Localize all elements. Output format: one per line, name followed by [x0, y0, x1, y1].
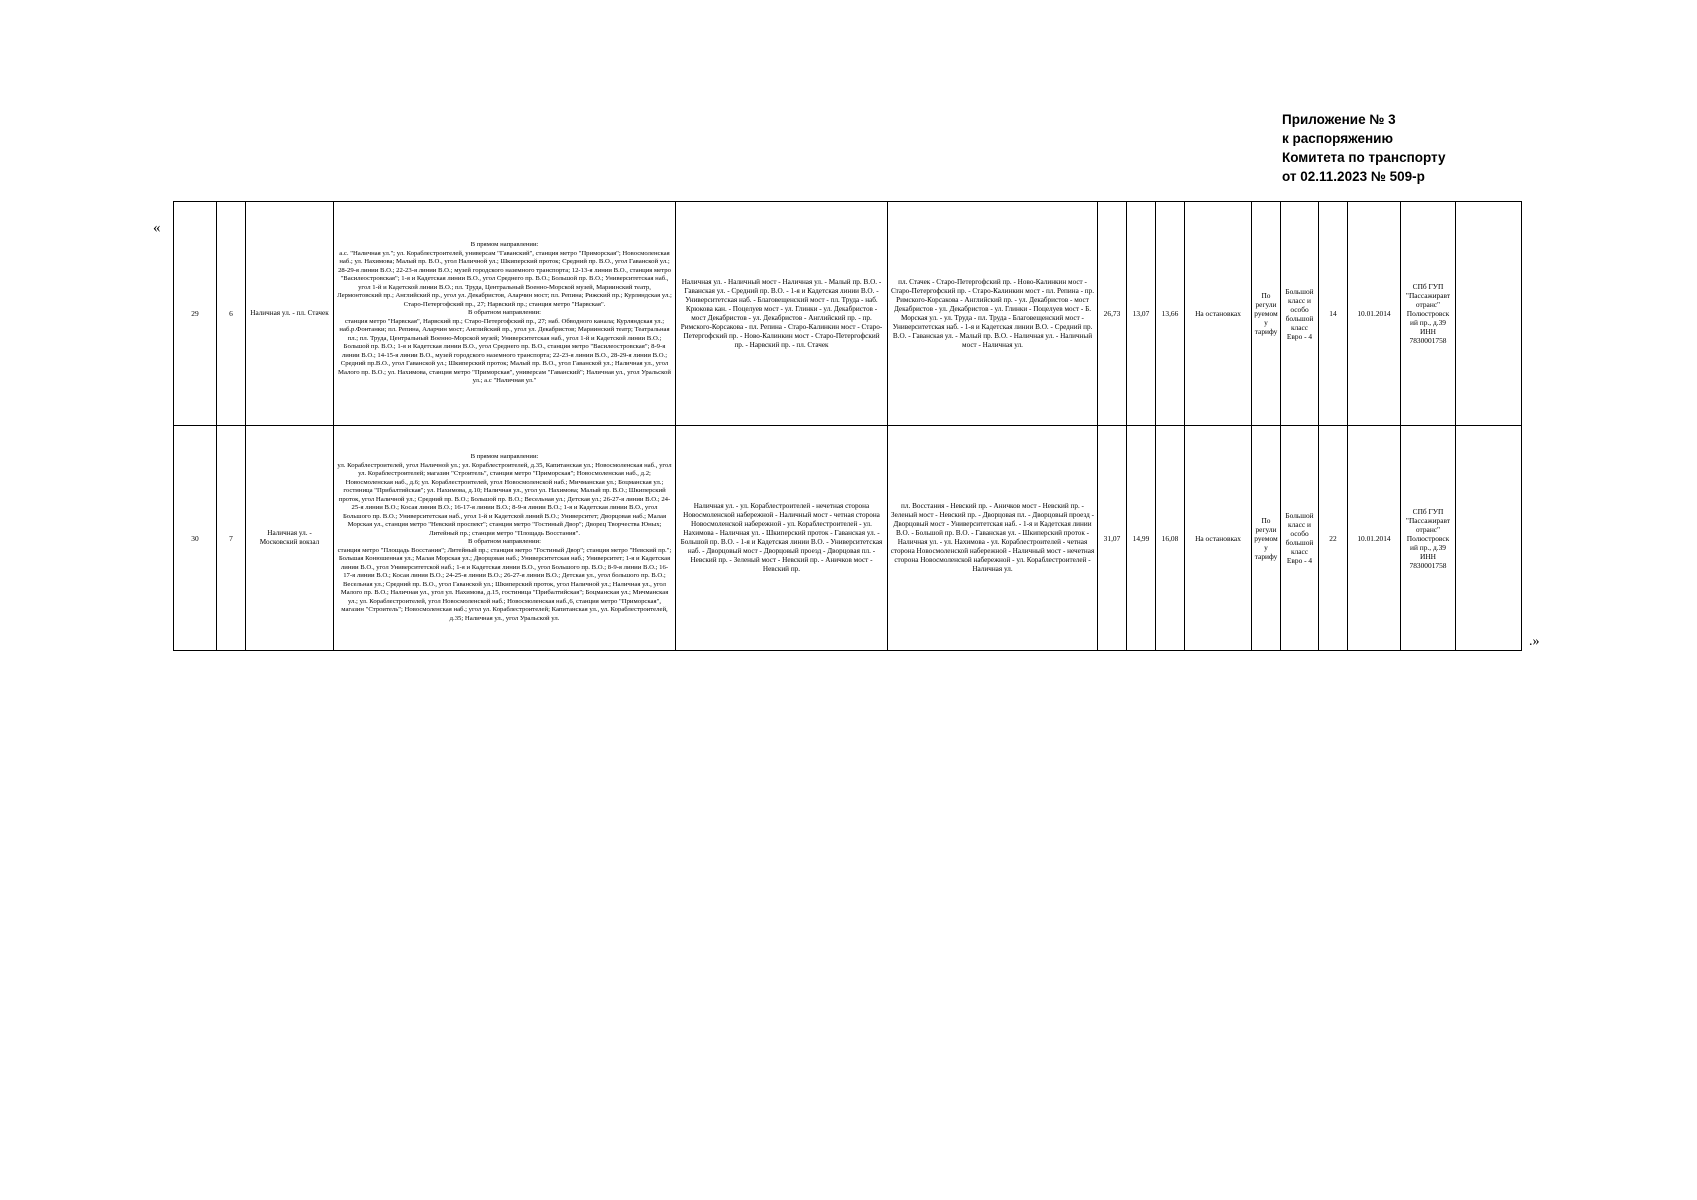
stops-procedure: На остановках	[1185, 426, 1252, 651]
carrier-info: СПб ГУП "Пассажиравт отранс" Полюстровск ий пр., д.39 ИНН 7830001758	[1401, 202, 1456, 426]
forward-stops: а.с. "Наличная ул."; ул. Кораблестроителей, универсам "Гаванский", станция метро "Приморская"; Новосмоленская наб.; ул. Нахимова; Малый пр. В.О., угол Наличной ул.; Шкиперский проток; Средний пр. В.О., угол Гаванской ул.; 28-29-я линии В.О.; 22-23-я линии В.О.; музей городского наземного транспорта; 12-13-я линии В.О., станция метро "Василеостровская"; 1-я и Кадетская линии В.О., угол Среднего пр. В.О.; Большой пр. В.О.; Университетская наб., угол 1-й и Кадетской линии В.О.; пл. Труда, Центральный Военно-Морской музей, Мариинский театр, Лермонтовский пр.; Английский пр., угол ул. Декабристов, Аларчин мост; пл. Репина; Рижский пр.; Курляндская ул.; Старо-Петергофский пр., 27; Нарвский пр.; станция метро "Нарвская".	[337, 249, 672, 308]
header-line-committee: Комитета по транспорту	[1282, 150, 1446, 165]
streets-forward: Наличная ул. - ул. Кораблестроителей - нечетная сторона Новосмоленской набережной - Наличный мост - четная сторона Новосмоленской набережной - ул. Кораблестроителей - ул. Нахимова - Наличная ул. - Шкиперский проток - Гаванская ул. - Большой пр. В.О. - 1-я и Кадетская линии В.О. - Университетская наб. - Дворцовый мост - Дворцовый проезд - Дворцовая пл. - Невский пр. - Зеленый мост - Невский пр. - Аничков мост - Невский пр.	[676, 426, 888, 651]
length-forward: 13,07	[1127, 202, 1156, 426]
appendix-header	[1282, 110, 1582, 186]
route-number: 7	[217, 426, 246, 651]
opening-quote: «	[153, 220, 161, 236]
start-date: 10.01.2014	[1348, 202, 1401, 426]
tariff-type: По регули руемому тарифу	[1252, 426, 1281, 651]
streets-forward: Наличная ул. - Наличный мост - Наличная ул. - Малый пр. В.О. - Гаванская ул. - Средний пр. В.О. - 1-я и Кадетская линии В.О. - Университетская наб. - Благовещенский мост - пл. Труда - наб. Крюкова кан. - Поцелуев мост - ул. Глинки - ул. Декабристов - мост Декабристов - ул. Декабристов - Английский пр. - пр. Римского-Корсакова - пл. Репина - Старо-Калинкин мост - Старо-Петергофский пр. - Ново-Калинкин мост - Старо-Петергофский пр. - Нарвский пр. - пл. Стачек	[676, 202, 888, 426]
route-number: 6	[217, 202, 246, 426]
length-total: 26,73	[1098, 202, 1127, 426]
streets-back: пл. Восстания - Невский пр. - Аничков мост - Невский пр. - Зеленый мост - Невский пр. - Дворцовая пл. - Дворцовый проезд - Дворцовый мост - Университетская наб. - 1-я и Кадетская линии В.О. - Большой пр. В.О. - Гаванская ул. - Шкиперский проток - Наличная ул. - ул. Нахимова - ул. Кораблестроителей - четная сторона Новосмоленской набережной - Наличный мост - нечетная сторона Новосмоленской набережной - ул. Кораблестроителей - Наличная ул.	[888, 426, 1098, 651]
row-number: 29	[174, 202, 217, 426]
back-stops: станция метро "Нарвская", Нарвский пр.; Старо-Петергофский пр., 27; наб. Обводного канала; Курляндская ул.; наб.р.Фонтанки; пл. Репина, Аларчин мост; Английский пр., угол ул. Декабристов; Мариинский театр; Театральная пл.; пл. Труда, Центральный Военно-Морской музей; Университетская наб., угол 1-й и Кадетской линии В.О.; Большой пр. В.О.; 1-я и Кадетская линии В.О., угол Среднего пр. В.О., станция метро "Василеостровская"; 8-9-я линии В.О.; 14-15-я линии В.О., музей городского наземного транспорта; 22-23-я линии В.О., 28-29-я линии В.О.; Средний пр.В.О., угол Гаванской ул.; Шкиперский проток; Малый пр. В.О., угол Гаванской ул.; Наличная ул., угол Малого пр. В.О.; ул. Нахимова, станция метро "Приморская", универсам "Гаванский"; Наличная ул., угол Уральской ул.; а.с "Наличная ул."	[338, 317, 671, 385]
closing-quote: .»	[1529, 634, 1540, 649]
row-number: 30	[174, 426, 217, 651]
length-back: 16,08	[1156, 426, 1185, 651]
forward-direction-title: В прямом направлении:	[470, 241, 539, 249]
vehicle-class: Большой класс и особо большой класс Евро - 4	[1281, 202, 1319, 426]
back-direction-title: В обратном направлении:	[468, 309, 541, 317]
vehicle-count: 14	[1319, 202, 1348, 426]
back-stops: станция метро "Площадь Восстания"; Литейный пр.; станция метро "Гостиный Двор"; станция метро "Невский пр."; Большая Конюшенная ул.; Малая Морская ул.; Дворцовая наб.; Университетская наб.; Университет; 1-я и Кадетская линии В.О., угол Университетской наб.; 1-я и Кадетская линии В.О., угол Большого пр. В.О.; 8-9-я линии В.О.; 16-17-я линии В.О.; Косая линия В.О.; 24-25-я линии В.О.; 26-27-я линии В.О.; Детская ул., угол большого пр. В.О.; Весельная ул.; Средний пр. В.О., угол Гаванской ул.; Шкиперский проток, угол Наличной ул.; Наличная ул., угол Малого пр. В.О.; Наличная ул., угол ул. Нахимова, д.15, гостиница "Прибалтийская"; Боцманская ул.; Мичманская ул.; ул. Кораблестроителей, угол Новосмоленской наб.; Новосмоленская наб.,6, станция метро "Приморская", магазин "Строитель"; Новосмоленская наб.; угол ул. Кораблестроителей; Капитанская ул., ул. Кораблестроителей, д.35; Наличная ул., угол Уральской ул.	[337, 546, 672, 622]
back-direction-title: В обратном направлении:	[468, 538, 541, 545]
empty-cell	[1456, 426, 1522, 651]
length-total: 31,07	[1098, 426, 1127, 651]
header-line-date: от 02.11.2023 № 509-р	[1282, 169, 1425, 184]
tariff-type: По регули руемому тарифу	[1252, 202, 1281, 426]
stops-procedure: На остановках	[1185, 202, 1252, 426]
route-name: Наличная ул. - пл. Стачек	[246, 202, 334, 426]
length-forward: 14,99	[1127, 426, 1156, 651]
vehicle-count: 22	[1319, 426, 1348, 651]
carrier-info: СПб ГУП "Пассажиравт отранс" Полюстровск ий пр., д.39 ИНН 7830001758	[1401, 426, 1456, 651]
header-line-order: к распоряжению	[1282, 131, 1393, 146]
forward-direction-title: В прямом направлении:	[470, 453, 539, 460]
vehicle-class: Большой класс и особо большой класс Евро - 4	[1281, 426, 1319, 651]
routes-register-table	[173, 201, 1522, 651]
empty-cell	[1456, 202, 1522, 426]
streets-back: пл. Стачек - Старо-Петергофский пр. - Ново-Калинкин мост - Старо-Петергофский пр. - Старо-Калинкин мост - пл. Репина - пр. Римского-Корсакова - Английский пр. - ул. Декабристов - мост Декабристов - ул. Декабристов - ул. Глинки - Поцелуев мост - Б. Морская ул. - ул. Труда - пл. Труда - Благовещенский мост - Университетская наб. - 1-я и Кадетская линии В.О. - Средний пр. В.О. - Гаванская ул. - Малый пр. В.О. - Наличная ул. - Наличный мост - Наличная ул.	[888, 202, 1098, 426]
stops-list	[334, 426, 676, 651]
header-line-appendix: Приложение № 3	[1282, 112, 1396, 127]
forward-stops: ул. Кораблестроителей, угол Наличной ул.; ул. Кораблестроителей, д.35, Капитанская ул.; Новосмоленская наб., угол ул. Кораблестроителей; магазин "Строитель", станция метро "Приморская"; Новосмоленская наб., д.2; Новосмоленская наб., д.6; ул. Кораблестроителей, угол Новосмоленской наб.; Мичманская ул.; Боцманская ул.; гостиница "Прибалтийская"; ул. Нахимова, д.10; Наличная ул., угол ул. Нахимова; Малый пр. В.О.; Шкиперский проток, угол Наличной ул.; Средний пр. В.О.; Большой пр. В.О.; Весельная ул.; Детская ул.; 26-27-я линии В.О.; 24-25-я линии В.О.; Косая линия В.О.; 16-17-я линии В.О.; 8-9-я линии В.О.; 1-я и Кадетская линии В.О., угол Большого пр. В.О.; Университетская наб., угол 1-й и Кадетской линий В.О.; Университет; Дворцовая наб.; Малая Морская ул., станция метро "Невский проспект"; станция метро "Гостиный Двор"; Дворец Творчества Юных; Литейный пр.; станция метро "Площадь Восстания".	[337, 461, 672, 537]
length-back: 13,66	[1156, 202, 1185, 426]
start-date: 10.01.2014	[1348, 426, 1401, 651]
table-row	[174, 202, 1522, 426]
table-row	[174, 426, 1522, 651]
route-name: Наличная ул. - Московский вокзал	[246, 426, 334, 651]
stops-list	[334, 202, 676, 426]
